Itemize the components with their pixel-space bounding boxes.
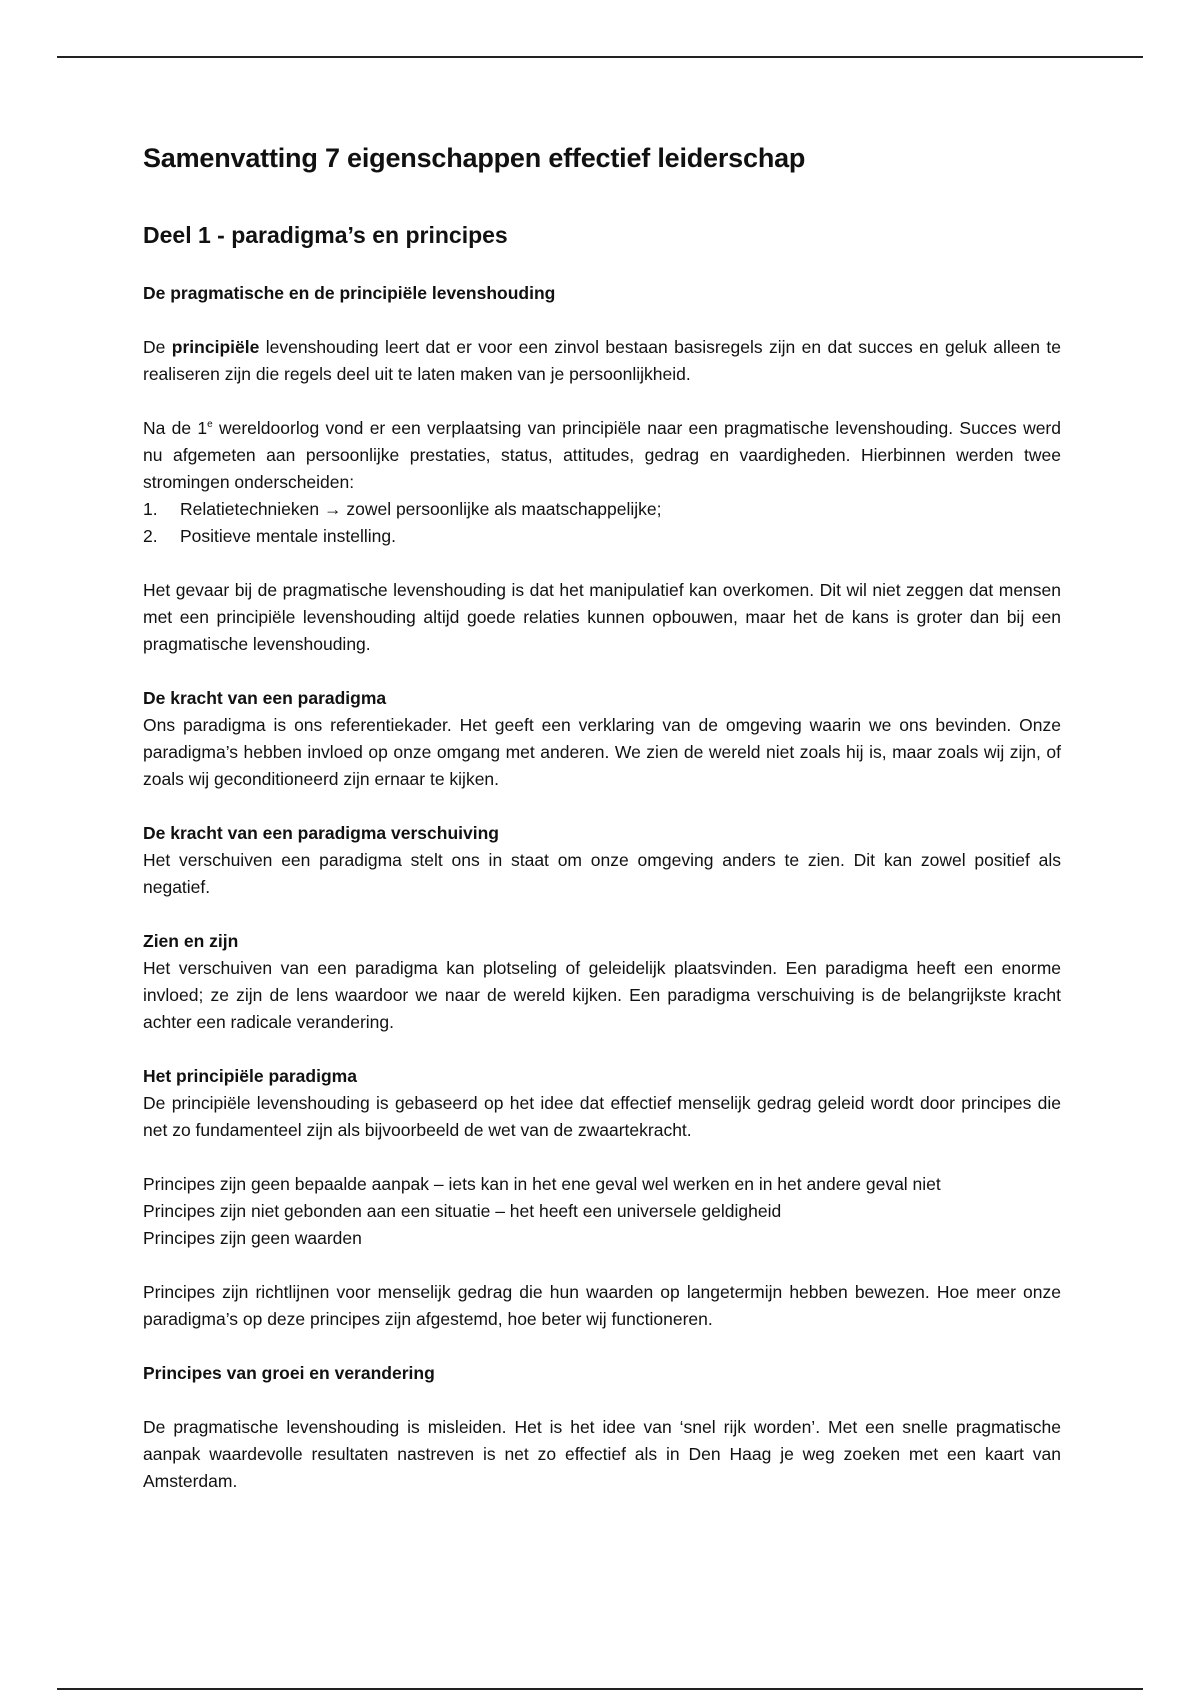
paragraph-gevaar: Het gevaar bij de pragmatische levenshouding is dat het manipulatief kan overkomen. Dit wil niet zeggen dat mensen met een principiële levenshouding altijd goede relaties kunnen opbouwen, maar het de kans is groter dan bij een pragmatische levenshouding. (143, 580, 1061, 654)
paragraph-groei-verandering: De pragmatische levenshouding is misleiden. Het is het idee van ‘snel rijk worden’. Met een snelle pragmatische aanpak waardevolle resultaten nastreven is net zo effectief als in Den Haag je weg zoeken met een kaart van Amsterdam. (143, 1417, 1061, 1491)
paragraph-kracht-paradigma: Ons paradigma is ons referentiekader. Het geeft een verklaring van de omgeving waarin we ons bevinden. Onze paradigma’s hebben invloed op onze omgang met anderen. We zien de wereld niet zoals hij is, maar zoals wij zijn, of zoals wij geconditioneerd zijn ernaar te kijken. (143, 715, 1061, 789)
paragraph-principiele: De principiële levenshouding leert dat er voor een zinvol bestaan basisregels zijn en dat succes en geluk alleen te realiseren zijn die regels deel uit te laten maken van je persoonlijkheid. (143, 337, 1062, 384)
top-rule (57, 56, 1143, 58)
paragraph-richtlijnen: Principes zijn richtlijnen voor menselijk gedrag die hun waarden op langetermijn hebben bewezen. Hoe meer onze paradigma’s op deze principes zijn afgestemd, hoe beter wij functioneren. (143, 1282, 1061, 1329)
paragraph-principiele-paradigma: De principiële levenshouding is gebaseerd op het idee dat effectief menselijk gedrag geleid wordt door principes die net zo fundamenteel zijn als bijvoorbeeld de wet van de zwaartekracht. (143, 1093, 1061, 1140)
stromingen-list (143, 496, 1061, 550)
section-heading-groei-verandering: Principes van groei en verandering (143, 1363, 435, 1383)
section-heading-zien-en-zijn: Zien en zijn (143, 931, 239, 951)
principes-lines (143, 1171, 1061, 1252)
paragraph-zien-en-zijn: Het verschuiven van een paradigma kan plotseling of geleidelijk plaatsvinden. Een paradigma heeft een enorme invloed; ze zijn de lens waardoor we naar de wereld kijken. Een paradigma verschuiving is de belangrijkste kracht achter een radicale verandering. (143, 958, 1061, 1032)
section-heading-principiele-paradigma: Het principiële paradigma (143, 1066, 357, 1086)
section-heading-levenshouding: De pragmatische en de principiële levenshouding (143, 283, 556, 303)
principes-line: Principes zijn geen waarden (143, 1228, 362, 1248)
section-heading-paradigma-verschuiving: De kracht van een paradigma verschuiving (143, 823, 499, 843)
list-item: 1. Relatietechnieken → zowel persoonlijke als maatschappelijke; (143, 499, 662, 519)
section-heading-kracht-paradigma: De kracht van een paradigma (143, 688, 387, 708)
paragraph-paradigma-verschuiving: Het verschuiven een paradigma stelt ons in staat om onze omgeving anders te zien. Dit kan zowel positief als negatief. (143, 850, 1061, 897)
bottom-rule (57, 1688, 1143, 1690)
paragraph-wereldoorlog: Na de 1e wereldoorlog vond er een verplaatsing van principiële naar een pragmatische levenshouding. Succes werd nu afgemeten aan persoonlijke prestaties, status, attitudes, gedrag en vaardigheden. Hierbinnen werden twee stromingen onderscheiden: (143, 418, 1061, 492)
list-item: 2. Positieve mentale instelling. (143, 526, 396, 546)
principes-line: Principes zijn niet gebonden aan een situatie – het heeft een universele geldigheid (143, 1201, 782, 1221)
document-body (143, 140, 1061, 1495)
principes-line: Principes zijn geen bepaalde aanpak – iets kan in het ene geval wel werken en in het andere geval niet (143, 1174, 941, 1194)
part-heading: Deel 1 - paradigma’s en principes (143, 222, 508, 248)
document-title: Samenvatting 7 eigenschappen effectief leiderschap (143, 143, 806, 173)
